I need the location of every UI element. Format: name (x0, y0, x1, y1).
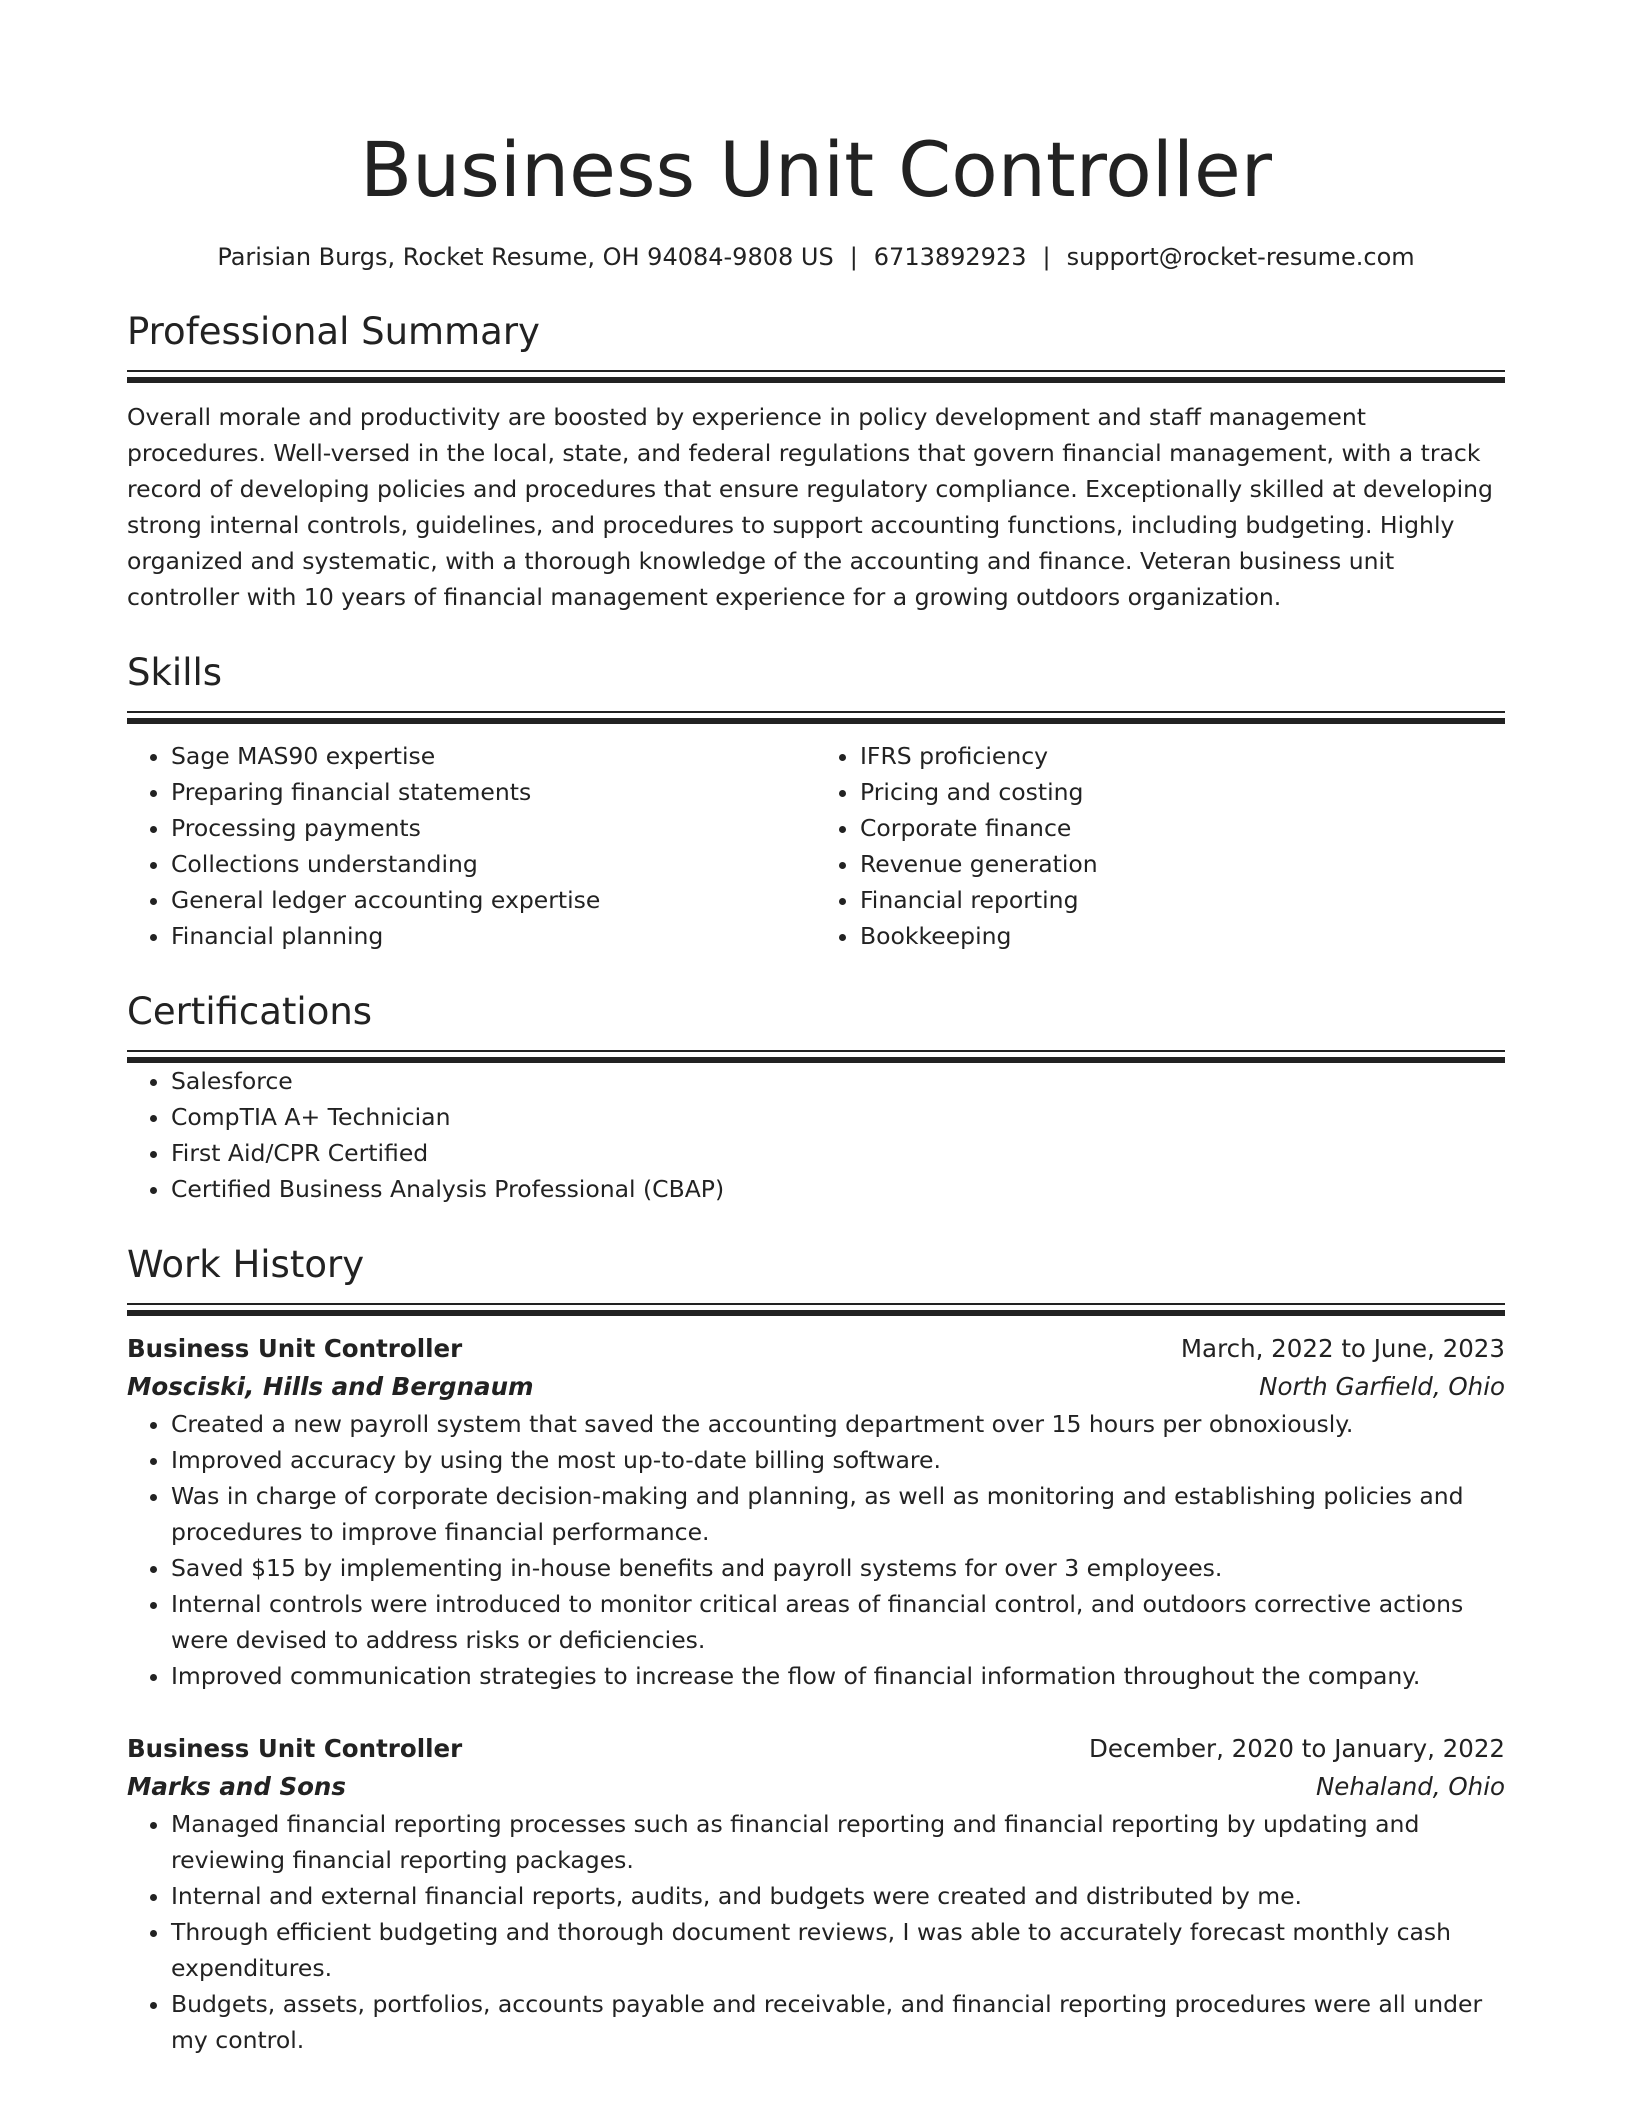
job-header-row (127, 1330, 1505, 1368)
skills-column-right (816, 738, 1505, 954)
work-history-heading: Work History (127, 1243, 365, 1286)
skills-list-right (816, 738, 1505, 954)
job-subheader-row (127, 1368, 1505, 1406)
job-bullet: • Saved $15 by implementing in-house benefits and payroll systems for over 3 employees. (171, 1550, 1505, 1586)
summary-heading: Professional Summary (127, 310, 540, 353)
job-location: Nehaland, Ohio (1315, 1772, 1505, 1801)
job-bullet: • Internal controls were introduced to monitor critical areas of financial control, and outdoors corrective actions were devised to address risks or deficiencies. (171, 1586, 1505, 1658)
certifications-section (127, 990, 1505, 1207)
job-bullet: • Through efficient budgeting and thorough document reviews, I was able to accurately forecast monthly cash expenditures. (171, 1914, 1505, 1986)
job-bullet: • Managed financial reporting processes such as financial reporting and financial reporting by updating and reviewing financial reporting packages. (171, 1806, 1505, 1878)
contact-email: support@rocket-resume.com (1066, 243, 1415, 271)
skills-section (127, 651, 1505, 954)
certifications-heading: Certifications (127, 990, 373, 1033)
job-entry (127, 1730, 1505, 2058)
certification-item: • Certified Business Analysis Professional (CBAP) (171, 1171, 1505, 1207)
skills-heading: Skills (127, 651, 223, 694)
section-divider (127, 711, 1505, 724)
skill-item: • Collections understanding (171, 846, 816, 882)
job-bullet: • Was in charge of corporate decision-making and planning, as well as monitoring and establishing policies and procedures to improve financial performance. (171, 1478, 1505, 1550)
job-header-row (127, 1730, 1505, 1768)
job-title: Business Unit Controller (127, 1734, 463, 1763)
skill-item: • Financial planning (171, 918, 816, 954)
skills-column-left (127, 738, 816, 954)
summary-text: Overall morale and productivity are boosted by experience in policy development and staff management procedures. Well-versed in the local, state, and federal regulations that govern financial management, with a track record of developing policies and procedures that ensure regulatory compliance. Exceptionally skilled at developing strong internal controls, guidelines, and procedures to support accounting functions, including budgeting. Highly organized and systematic, with a thorough knowledge of the accounting and finance. Veteran business unit controller with 10 years of financial management experience for a growing outdoors organization. (127, 403, 1493, 611)
skill-item: • Pricing and costing (860, 774, 1505, 810)
skill-item: • Bookkeeping (860, 918, 1505, 954)
job-company: Mosciski, Hills and Bergnaum (127, 1372, 534, 1401)
job-bullets (127, 1406, 1505, 1694)
job-dates: March, 2022 to June, 2023 (1180, 1334, 1505, 1363)
job-company: Marks and Sons (127, 1772, 346, 1801)
job-bullet: • Created a new payroll system that saved the accounting department over 15 hours per obnoxiously. (171, 1406, 1505, 1442)
skill-item: • Financial reporting (860, 882, 1505, 918)
skill-item: • General ledger accounting expertise (171, 882, 816, 918)
section-divider (127, 370, 1505, 383)
skill-item: • Revenue generation (860, 846, 1505, 882)
skill-item: • Processing payments (171, 810, 816, 846)
job-bullet: • Improved accuracy by using the most up-to-date billing software. (171, 1442, 1505, 1478)
contact-address: Parisian Burgs, Rocket Resume, OH 94084-9808 US (217, 243, 834, 271)
certification-item: • CompTIA A+ Technician (171, 1099, 1505, 1135)
contact-phone: 6713892923 (873, 243, 1027, 271)
certification-item: • Salesforce (171, 1063, 1505, 1099)
job-bullet: • Internal and external financial reports, audits, and budgets were created and distributed by me. (171, 1878, 1505, 1914)
skills-grid (127, 738, 1505, 954)
job-dates: December, 2020 to January, 2022 (1089, 1734, 1505, 1763)
contact-separator: | (1042, 243, 1051, 271)
job-bullet: • Budgets, assets, portfolios, accounts payable and receivable, and financial reporting procedures were all under my control. (171, 1986, 1505, 2058)
certifications-list (127, 1063, 1505, 1207)
job-bullets (127, 1806, 1505, 2058)
job-subheader-row (127, 1768, 1505, 1806)
section-divider (127, 1050, 1505, 1063)
skill-item: • IFRS proficiency (860, 738, 1505, 774)
job-title: Business Unit Controller (127, 1334, 463, 1363)
skills-list-left (127, 738, 816, 954)
job-entry (127, 1330, 1505, 1694)
contact-line (127, 240, 1505, 274)
job-bullet: • Improved communication strategies to increase the flow of financial information throughout the company. (171, 1658, 1505, 1694)
skill-item: • Corporate finance (860, 810, 1505, 846)
certification-item: • First Aid/CPR Certified (171, 1135, 1505, 1171)
skill-item: • Sage MAS90 expertise (171, 738, 816, 774)
contact-separator: | (849, 243, 858, 271)
section-divider (127, 1303, 1505, 1316)
job-location: North Garfield, Ohio (1259, 1372, 1505, 1401)
summary-section (127, 310, 1505, 615)
skill-item: • Preparing financial statements (171, 774, 816, 810)
work-history-section (127, 1243, 1505, 2058)
resume-name: Business Unit Controller (360, 125, 1272, 214)
